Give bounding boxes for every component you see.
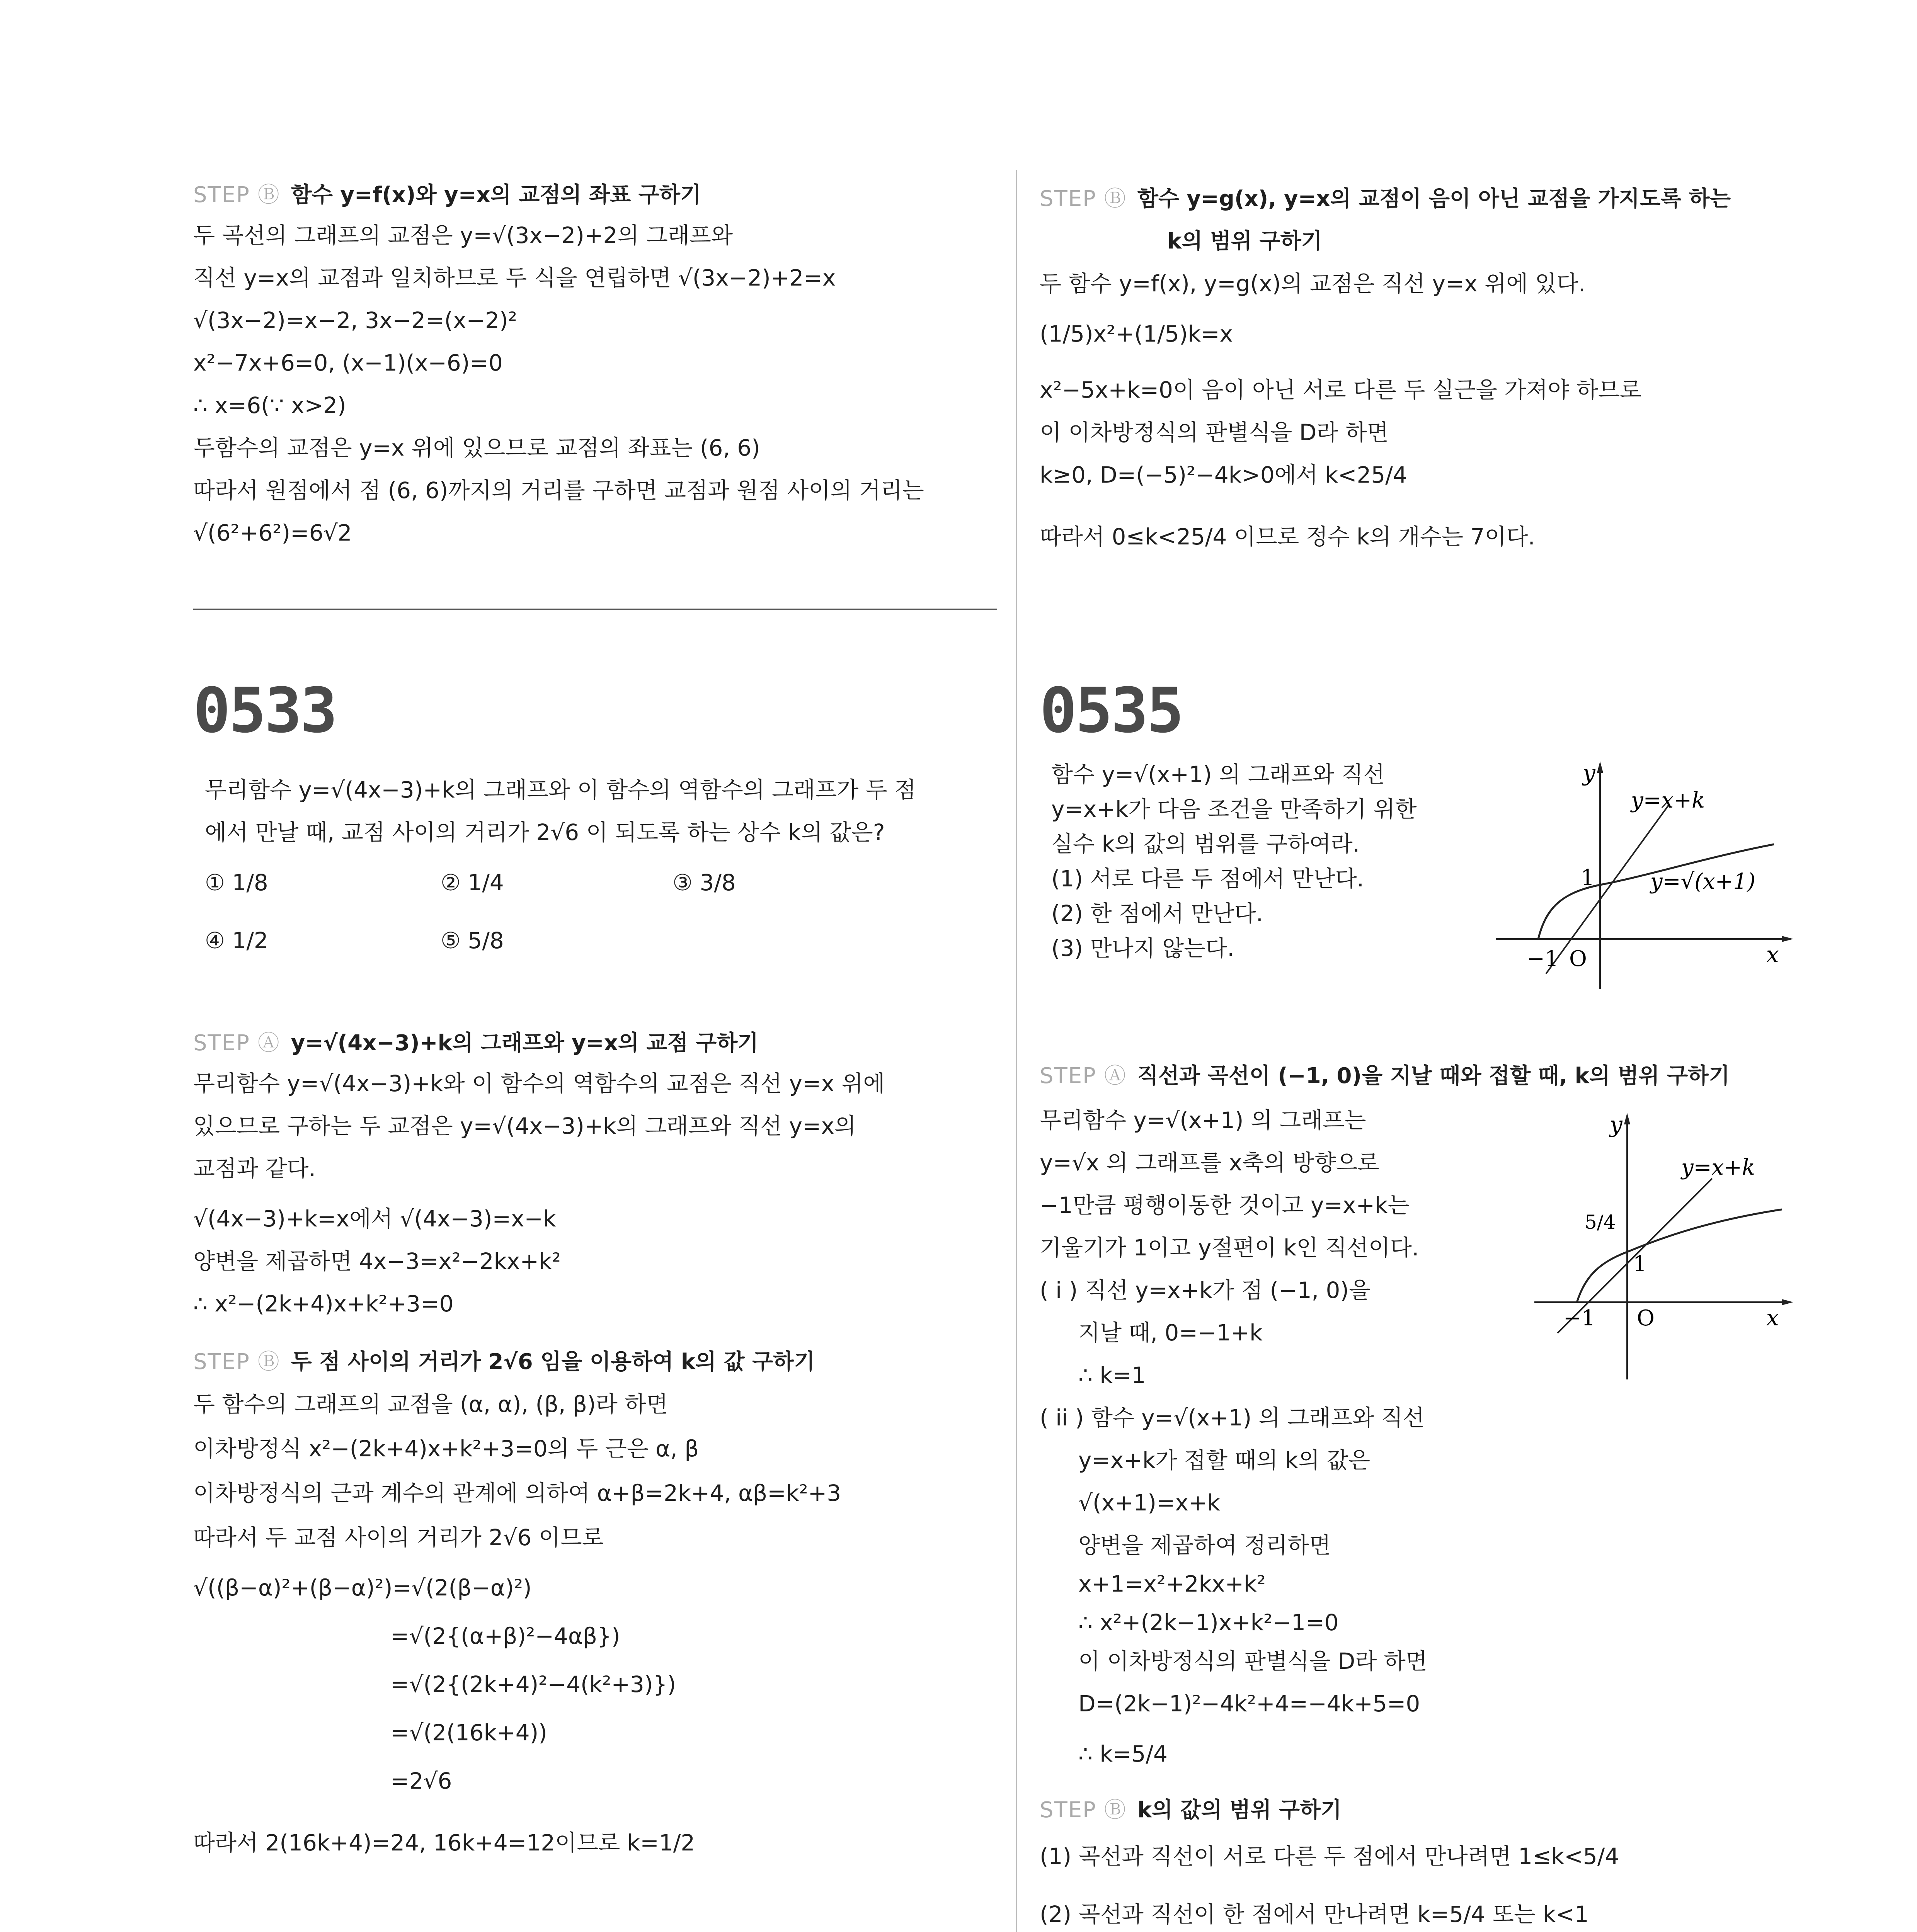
right-top-step-header-2: k의 범위 구하기 <box>1167 229 1322 254</box>
graph-label-1: 1 <box>1633 1252 1647 1277</box>
left-top-step-header <box>193 178 701 209</box>
step-tag: STEP Ⓑ <box>193 182 280 207</box>
x-axis-arrow <box>1782 936 1793 942</box>
text-line: 따라서 0≤k<25/4 이므로 정수 k의 개수는 7이다. <box>1040 524 1535 550</box>
step-tag: STEP Ⓐ <box>193 1031 280 1056</box>
graph-sqrt-and-line-1 <box>1488 757 1797 997</box>
text-line: 있으므로 구하는 두 교점은 y=√(4x−3)+k의 그래프와 직선 y=x의 <box>193 1113 856 1139</box>
text-line: 두함수의 교점은 y=x 위에 있으므로 교점의 좌표는 (6, 6) <box>193 435 760 461</box>
step-title: 직선과 곡선이 (−1, 0)을 지날 때와 접할 때, k의 범위 구하기 <box>1137 1063 1730 1088</box>
section-divider-left <box>193 609 997 610</box>
choice-3[interactable]: ③ 3/8 <box>672 869 736 896</box>
text-line: y=x+k가 접할 때의 k의 값은 <box>1078 1447 1370 1473</box>
text-line: 기울기가 1이고 y절편이 k인 직선이다. <box>1040 1235 1419 1261</box>
graph-label-1: 1 <box>1581 865 1595 890</box>
choice-4[interactable]: ④ 1/2 <box>205 927 268 954</box>
graph-label-line: y=x+k <box>1631 788 1705 813</box>
text-line: ( i ) 직선 y=x+k가 점 (−1, 0)을 <box>1040 1277 1371 1303</box>
question-line: 무리함수 y=√(4x−3)+k의 그래프와 이 함수의 역함수의 그래프가 두 점 <box>205 777 916 803</box>
graph-sqrt-and-line-2 <box>1527 1109 1797 1387</box>
question-line: 에서 만날 때, 교점 사이의 거리가 2√6 이 되도록 하는 상수 k의 값은? <box>205 819 885 845</box>
text-line: 따라서 2(16k+4)=24, 16k+4=12이므로 k=1/2 <box>193 1830 695 1856</box>
step-tag: STEP Ⓑ <box>1040 186 1127 211</box>
question-line: 함수 y=√(x+1) 의 그래프와 직선 <box>1051 761 1385 787</box>
text-line: √(4x−3)+k=x에서 √(4x−3)=x−k <box>193 1206 556 1232</box>
text-line: √(6²+6²)=6√2 <box>193 520 352 546</box>
graph-label-y: y <box>1583 760 1595 786</box>
step-title: 두 점 사이의 거리가 2√6 임을 이용하여 k의 값 구하기 <box>291 1349 815 1374</box>
text-line: 이 이차방정식의 판별식을 D라 하면 <box>1078 1648 1427 1674</box>
step-b-header-0535 <box>1040 1793 1342 1824</box>
text-line: ∴ k=1 <box>1078 1362 1146 1388</box>
graph-label-line: y=x+k <box>1681 1155 1755 1180</box>
text-line: =√(2(16k+4)) <box>390 1719 547 1746</box>
problem-number-0533: 0533 <box>193 674 336 747</box>
step-title: k의 값의 범위 구하기 <box>1137 1798 1342 1823</box>
question-line: (1) 서로 다른 두 점에서 만난다. <box>1051 866 1364 892</box>
text-line: x²−7x+6=0, (x−1)(x−6)=0 <box>193 350 503 376</box>
text-line: x+1=x²+2kx+k² <box>1078 1571 1266 1597</box>
text-line: √(3x−2)=x−2, 3x−2=(x−2)² <box>193 307 517 333</box>
column-divider <box>1016 170 1017 1932</box>
text-line: 지날 때, 0=−1+k <box>1078 1320 1263 1346</box>
step-a-header-0535 <box>1040 1059 1730 1090</box>
text-line: =√(2{(2k+4)²−4(k²+3)}) <box>390 1671 676 1697</box>
text-line: x²−5x+k=0이 음이 아닌 서로 다른 두 실근을 가져야 하므로 <box>1040 377 1642 403</box>
problem-number-0535: 0535 <box>1040 674 1183 747</box>
text-line: 양변을 제곱하여 정리하면 <box>1078 1532 1331 1558</box>
question-line: y=x+k가 다음 조건을 만족하기 위한 <box>1051 796 1417 822</box>
choice-2[interactable]: ② 1/4 <box>441 869 504 896</box>
choice-1[interactable]: ① 1/8 <box>205 869 268 896</box>
text-line: 따라서 원점에서 점 (6, 6)까지의 거리를 구하면 교점과 원점 사이의 거리는 <box>193 477 924 503</box>
question-line: (2) 한 점에서 만난다. <box>1051 900 1263 927</box>
text-line: ( ii ) 함수 y=√(x+1) 의 그래프와 직선 <box>1040 1405 1425 1431</box>
text-line: ∴ x²+(2k−1)x+k²−1=0 <box>1078 1609 1339 1636</box>
graph-label-minus1: −1 <box>1563 1306 1595 1331</box>
graph-label-x: x <box>1766 941 1779 968</box>
text-line: 교점과 같다. <box>193 1155 316 1182</box>
y-axis-arrow <box>1624 1113 1630 1124</box>
text-line: −1만큼 평행이동한 것이고 y=x+k는 <box>1040 1192 1410 1218</box>
question-line: (3) 만나지 않는다. <box>1051 935 1234 961</box>
step-title: 함수 y=g(x), y=x의 교점이 음이 아닌 교점을 가지도록 하는 <box>1137 186 1731 211</box>
text-line: ∴ x=6(∵ x>2) <box>193 392 346 418</box>
text-line: (2) 곡선과 직선이 한 점에서 만나려면 k=5/4 또는 k<1 <box>1040 1901 1589 1927</box>
y-axis-arrow <box>1597 761 1603 773</box>
text-line: D=(2k−1)²−4k²+4=−4k+5=0 <box>1078 1690 1420 1717</box>
text-line: 두 함수의 그래프의 교점을 (α, α), (β, β)라 하면 <box>193 1391 668 1417</box>
text-line: 양변을 제곱하면 4x−3=x²−2kx+k² <box>193 1248 561 1274</box>
step-title: y=√(4x−3)+k의 그래프와 y=x의 교점 구하기 <box>291 1031 759 1056</box>
text-line: 따라서 두 교점 사이의 거리가 2√6 이므로 <box>193 1524 604 1551</box>
step-b-header-0533 <box>193 1345 815 1376</box>
text-line: 직선 y=x의 교점과 일치하므로 두 식을 연립하면 √(3x−2)+2=x <box>193 265 836 291</box>
text-line: 두 함수 y=f(x), y=g(x)의 교점은 직선 y=x 위에 있다. <box>1040 270 1586 297</box>
text-line: (1) 곡선과 직선이 서로 다른 두 점에서 만나려면 1≤k<5/4 <box>1040 1843 1619 1869</box>
step-a-header-0533 <box>193 1026 758 1057</box>
text-line: 무리함수 y=√(x+1) 의 그래프는 <box>1040 1107 1366 1133</box>
text-line: =2√6 <box>390 1768 452 1794</box>
step-tag: STEP Ⓑ <box>1040 1798 1127 1823</box>
step-tag: STEP Ⓐ <box>1040 1063 1127 1088</box>
text-line: y=√x 의 그래프를 x축의 방향으로 <box>1040 1150 1379 1176</box>
text-line: =√(2{(α+β)²−4αβ}) <box>390 1623 620 1649</box>
text-line: k≥0, D=(−5)²−4k>0에서 k<25/4 <box>1040 462 1407 488</box>
graph-label-minus1: −1 <box>1527 946 1559 971</box>
text-line: 이차방정식 x²−(2k+4)x+k²+3=0의 두 근은 α, β <box>193 1435 699 1462</box>
graph-label-curve: y=√(x+1) <box>1650 869 1756 894</box>
text-line: √((β−α)²+(β−α)²)=√(2(β−α)²) <box>193 1575 532 1601</box>
text-line: 이 이차방정식의 판별식을 D라 하면 <box>1040 419 1389 446</box>
graph-label-origin: O <box>1637 1306 1655 1331</box>
step-title: 함수 y=f(x)와 y=x의 교점의 좌표 구하기 <box>291 182 701 207</box>
text-line: 이차방정식의 근과 계수의 관계에 의하여 α+β=2k+4, αβ=k²+3 <box>193 1480 841 1506</box>
graph-label-y: y <box>1610 1111 1622 1138</box>
text-line: (1/5)x²+(1/5)k=x <box>1040 321 1233 347</box>
choice-5[interactable]: ⑤ 5/8 <box>441 927 504 954</box>
x-axis-arrow <box>1782 1299 1793 1305</box>
text-line: 두 곡선의 그래프의 교점은 y=√(3x−2)+2의 그래프와 <box>193 222 733 248</box>
step-tag: STEP Ⓑ <box>193 1349 280 1374</box>
text-line: √(x+1)=x+k <box>1078 1490 1221 1516</box>
text-line: ∴ k=5/4 <box>1078 1741 1168 1767</box>
text-line: ∴ x²−(2k+4)x+k²+3=0 <box>193 1291 454 1317</box>
question-line: 실수 k의 값의 범위를 구하여라. <box>1051 831 1360 857</box>
text-line: 무리함수 y=√(4x−3)+k와 이 함수의 역함수의 교점은 직선 y=x 위에 <box>193 1070 885 1097</box>
right-top-step-header <box>1040 182 1731 213</box>
graph-label-origin: O <box>1569 946 1587 971</box>
graph-label-x: x <box>1766 1304 1779 1331</box>
graph-label-5-4: 5/4 <box>1585 1211 1616 1233</box>
